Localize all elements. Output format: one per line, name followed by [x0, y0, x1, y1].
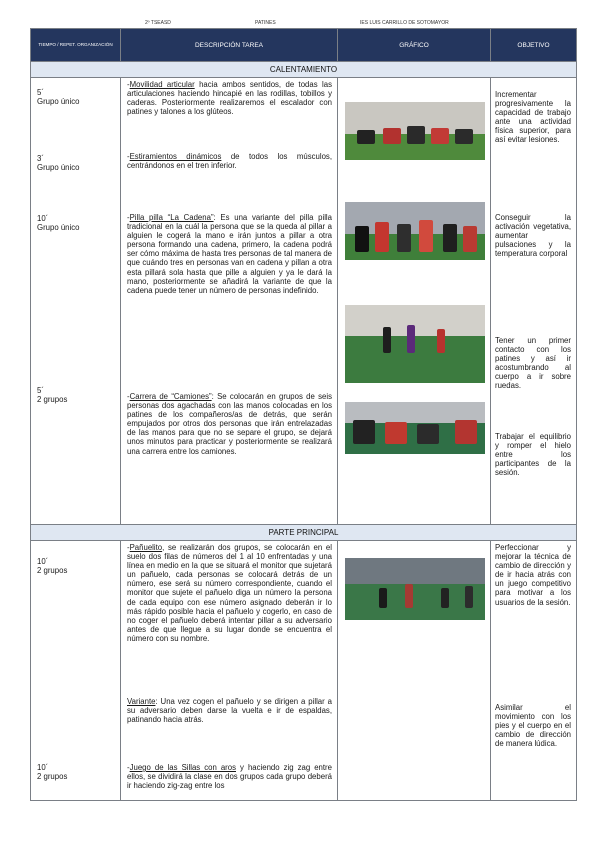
time-entry: 10´ 2 grupos: [37, 763, 68, 782]
course-label: 2º TSEASD: [145, 20, 171, 26]
task-panuelito: -Pañuelito, se realizarán dos grupos, se colocarán en el suelo dos filas de números del 1 al 10 enfrentadas y una línea en medio en la que se situará el monitor que sujetará un pañuelo, cada personas se colocará detrás de un número, ese será su número correspondiente, cuando el monitor que sujete el pañuelo diga un número la persona de cada equipo con ese número asignado deberán ir lo más rápido posible hacia el pañuelo y cogerlo, en caso de no coger el pañuelo deberá intentar pillar a su adversario antes de que llegue a su lugar donde se encuentra el número con su nombre.: [127, 543, 332, 643]
document-header: [0, 20, 600, 28]
photo-chain-tag: [345, 202, 485, 260]
column-header-time: TIEMPO / REPET. ORGANIZACIÓN: [31, 29, 121, 62]
column-header-graphic: GRÁFICO: [338, 29, 491, 62]
task-pilla-pilla: -Pilla pilla “La Cadena”: Es una variante del pilla pilla tradicional en la cuál la persona que se la queda al pillar a alguien le cogerá la mano e irán juntos a pillar a otra persona formando una cadena, primero, la cadena podrá ser cómo máxima de hasta tres personas de tal manera de que cuándo tres en personas van en cadena y pillan a otra esta pillará sola hasta que pille a alguien y ya le dará la mano, posteriormente se añadirá la variante de que la cadena puede tener un número de personas indefinido.: [127, 213, 333, 295]
objective-text: Tener un primer contacto con los patines y así ir acostumbrando al cuerpo a ir sobre ruedas.: [495, 336, 571, 391]
time-entry: 10´ Grupo único: [37, 214, 80, 233]
photo-skating-hall: [345, 305, 485, 383]
objective-text: Incrementar progresivamente la capacidad de trabajo ante una actividad física superior, para así evitar lesiones.: [495, 90, 571, 145]
task-estiramientos: -Estiramientos dinámicos de todos los músculos, centrándonos en el tren inferior.: [127, 152, 332, 171]
photo-panuelito: [345, 558, 485, 620]
time-entry: 3´ Grupo único: [37, 154, 80, 173]
subject-label: PATINES: [255, 20, 276, 26]
column-header-description: DESCRIPCIÓN TAREA: [121, 29, 338, 62]
column-header-objective: OBJETIVO: [491, 29, 577, 62]
task-carrera-camiones: -Carrera de “Camiones”: Se colocarán en grupos de seis personas dos agachadas con las manos colocadas en los patines de los compañeros/as de detrás, que serán empujados por otros dos personas que irán entrelazadas de las manos para que no se separe el grupo, se dejará unos minutos para practicar y posteriormente se realizará una carrera entre los camiones.: [127, 392, 333, 456]
main-time-cell: [31, 541, 121, 801]
task-variante: Variante: Una vez cogen el pañuelo y se dirigen a pillar a su adversario deben darse la vuelta e ir de espaldas, patinando hacia atrás.: [127, 697, 332, 725]
objective-text: Asimilar el movimiento con los pies y el cuerpo en el cambio de dirección de manera lúdica.: [495, 703, 571, 749]
warmup-graphic-cell: [338, 78, 491, 525]
warmup-time-cell: [31, 78, 121, 525]
task-movilidad: -Movilidad articular hacia ambos sentidos, de todas las articulaciones haciendo hincapié en las rodillas, tobillos y caderas. Posteriormente realizaremos el escalador con patines y talones a los glúteos.: [127, 80, 332, 117]
photo-stretching: [345, 102, 485, 160]
time-entry: 5´ Grupo único: [37, 88, 80, 107]
school-label: IES LUIS CARRILLO DE SOTOMAYOR: [360, 20, 449, 26]
warmup-description-cell: [121, 78, 338, 525]
section-main-part: PARTE PRINCIPAL: [31, 525, 577, 541]
main-objective-cell: [491, 541, 577, 801]
time-entry: 10´ 2 grupos: [37, 557, 68, 576]
warmup-objective-cell: [491, 78, 577, 525]
objective-text: Trabajar el equilibrio y romper el hielo entre los participantes de la sesión.: [495, 432, 571, 478]
objective-text: Conseguir la activación vegetativa, aumentar pulsaciones y la temperatura corporal: [495, 213, 571, 259]
photo-trucks-race: [345, 402, 485, 454]
main-description-cell: [121, 541, 338, 801]
section-warmup: CALENTAMIENTO: [31, 62, 577, 78]
task-juego-sillas: -Juego de las Sillas con aros y haciendo zig zag entre ellos, se dividirá la clase en dos grupos cada grupo deberá ir haciendo zig-zag entre los: [127, 763, 332, 791]
session-table: [30, 28, 577, 801]
main-graphic-cell: [338, 541, 491, 801]
objective-text: Perfeccionar y mejorar la técnica de cambio de dirección y de ir hacia atrás con un juego competitivo para motivar a los usuarios de la sesión.: [495, 543, 571, 607]
time-entry: 5´ 2 grupos: [37, 386, 68, 405]
